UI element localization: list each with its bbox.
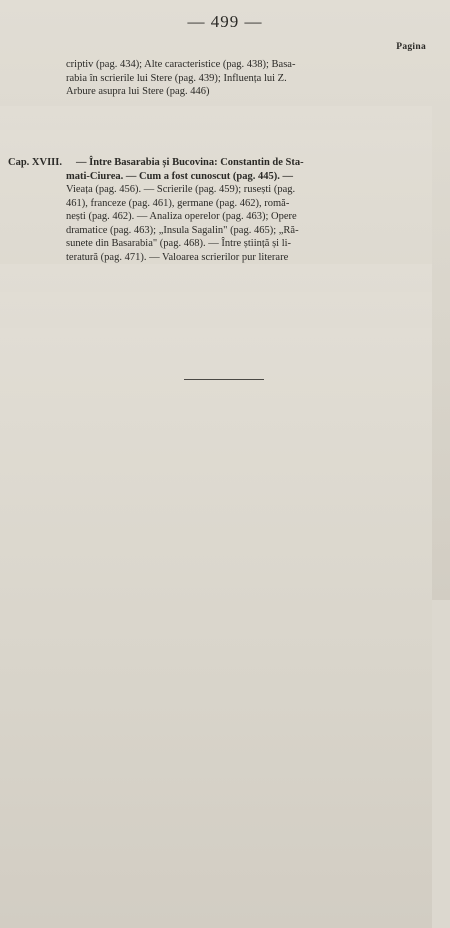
toc-entry-cap-xv — [8, 106, 432, 128]
entry-text — [66, 156, 398, 278]
column-header-pagina: Pagina — [396, 42, 426, 52]
toc-entry-cap-xviii — [8, 156, 432, 282]
page-ref — [0, 328, 432, 928]
text-line: mati-Ciurea. — Cum a fost cunoscut (pag. 445). — — [66, 170, 294, 182]
text-line: Arbure asupra lui Stere (pag. 446) — [66, 86, 210, 97]
toc-entry-incheiere — [8, 292, 432, 314]
text-line: teratură (pag. 471). — Valoarea scrierilor pur literare — [66, 251, 289, 263]
text-line: sunete din Basarabia" (pag. 468). — Între știință și li- — [66, 238, 292, 249]
text-line: rabia în scrierile lui Stere (pag. 439); Influența lui Z. — [66, 72, 287, 84]
text-line: 461), franceze (pag. 461), germane (pag. 462), romă- — [66, 197, 290, 209]
table-of-contents — [8, 58, 432, 350]
text-line: — Între Basarabia și Bucovina: Constantin de Sta- — [76, 157, 304, 168]
section-divider — [184, 379, 264, 380]
text-line: nești (pag. 462). — Analiza operelor (pag. 463); Opere — [66, 211, 297, 222]
page-number: — 499 — — [187, 12, 263, 31]
toc-entry-indice — [8, 328, 432, 350]
chapter-label: Cap. XVIII. — [8, 157, 62, 168]
entry-text — [66, 58, 398, 99]
toc-entry-cap-xvii — [8, 130, 432, 152]
text-line: Vieața (pag. 456). — Scrierile (pag. 459); rusești (pag. — [66, 184, 296, 195]
text-line: dramatice (pag. 463); „Insula Sagalin" (pag. 465); „Ră- — [66, 224, 299, 236]
text-line: criptiv (pag. 434); Alte caracteristice (pag. 438); Basa- — [66, 59, 296, 70]
toc-entry-continuation — [8, 58, 432, 102]
